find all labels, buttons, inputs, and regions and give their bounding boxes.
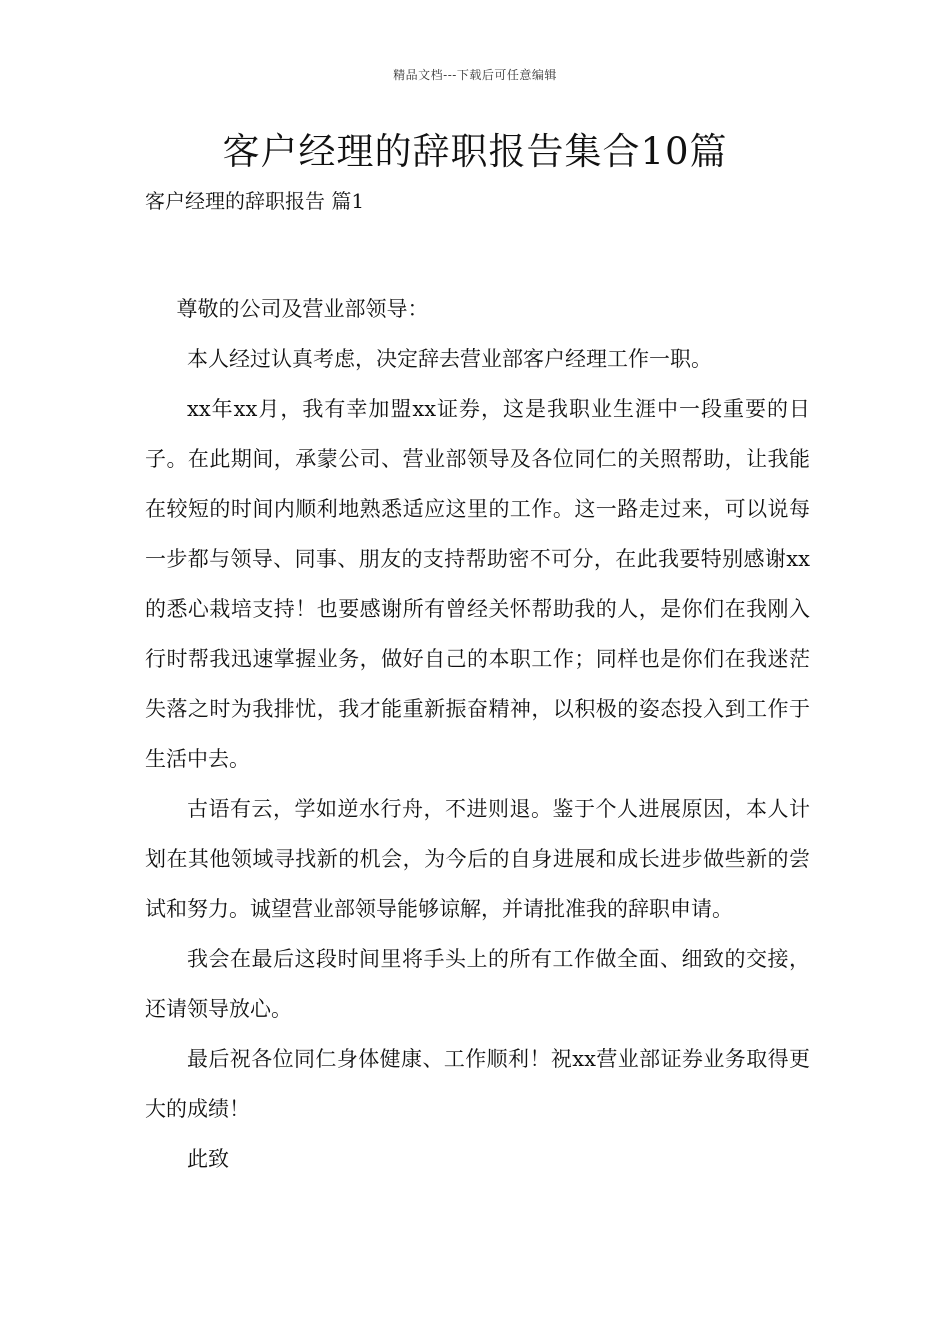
document-title: 客户经理的辞职报告集合10篇 (222, 130, 728, 173)
paragraph: 本人经过认真考虑，决定辞去营业部客户经理工作一职。 (187, 347, 712, 371)
closing: 此致 (187, 1147, 229, 1171)
paragraph: 最后祝各位同仁身体健康、工作顺利！祝xx营业部证券业务取得更大的成绩！ (145, 1047, 810, 1121)
letter-body (145, 284, 810, 1184)
paragraph: xx年xx月，我有幸加盟xx证券，这是我职业生涯中一段重要的日子。在此期间，承蒙公司、营业部领导及各位同仁的关照帮助，让我能在较短的时间内顺利地熟悉适应这里的工作。这一路走过来，可以说每一步都与领导、同事、朋友的支持帮助密不可分，在此我要特别感谢xx的悉心栽培支持！也要感谢所有曾经关怀帮助我的人，是你们在我刚入行时帮我迅速掌握业务，做好自己的本职工作；同样也是你们在我迷茫失落之时为我排忧，我才能重新振奋精神，以积极的姿态投入到工作于生活中去。 (145, 397, 810, 771)
paragraph: 我会在最后这段时间里将手头上的所有工作做全面、细致的交接，还请领导放心。 (145, 947, 810, 1021)
header-note: 精品文档---下载后可任意编辑 (393, 68, 557, 82)
section-heading: 客户经理的辞职报告 篇1 (145, 189, 365, 213)
paragraph: 古语有云，学如逆水行舟，不进则退。鉴于个人进展原因，本人计划在其他领域寻找新的机会，为今后的自身进展和成长进步做些新的尝试和努力。诚望营业部领导能够谅解，并请批准我的辞职申请。 (145, 797, 810, 921)
salutation: 尊敬的公司及营业部领导： (176, 297, 429, 321)
